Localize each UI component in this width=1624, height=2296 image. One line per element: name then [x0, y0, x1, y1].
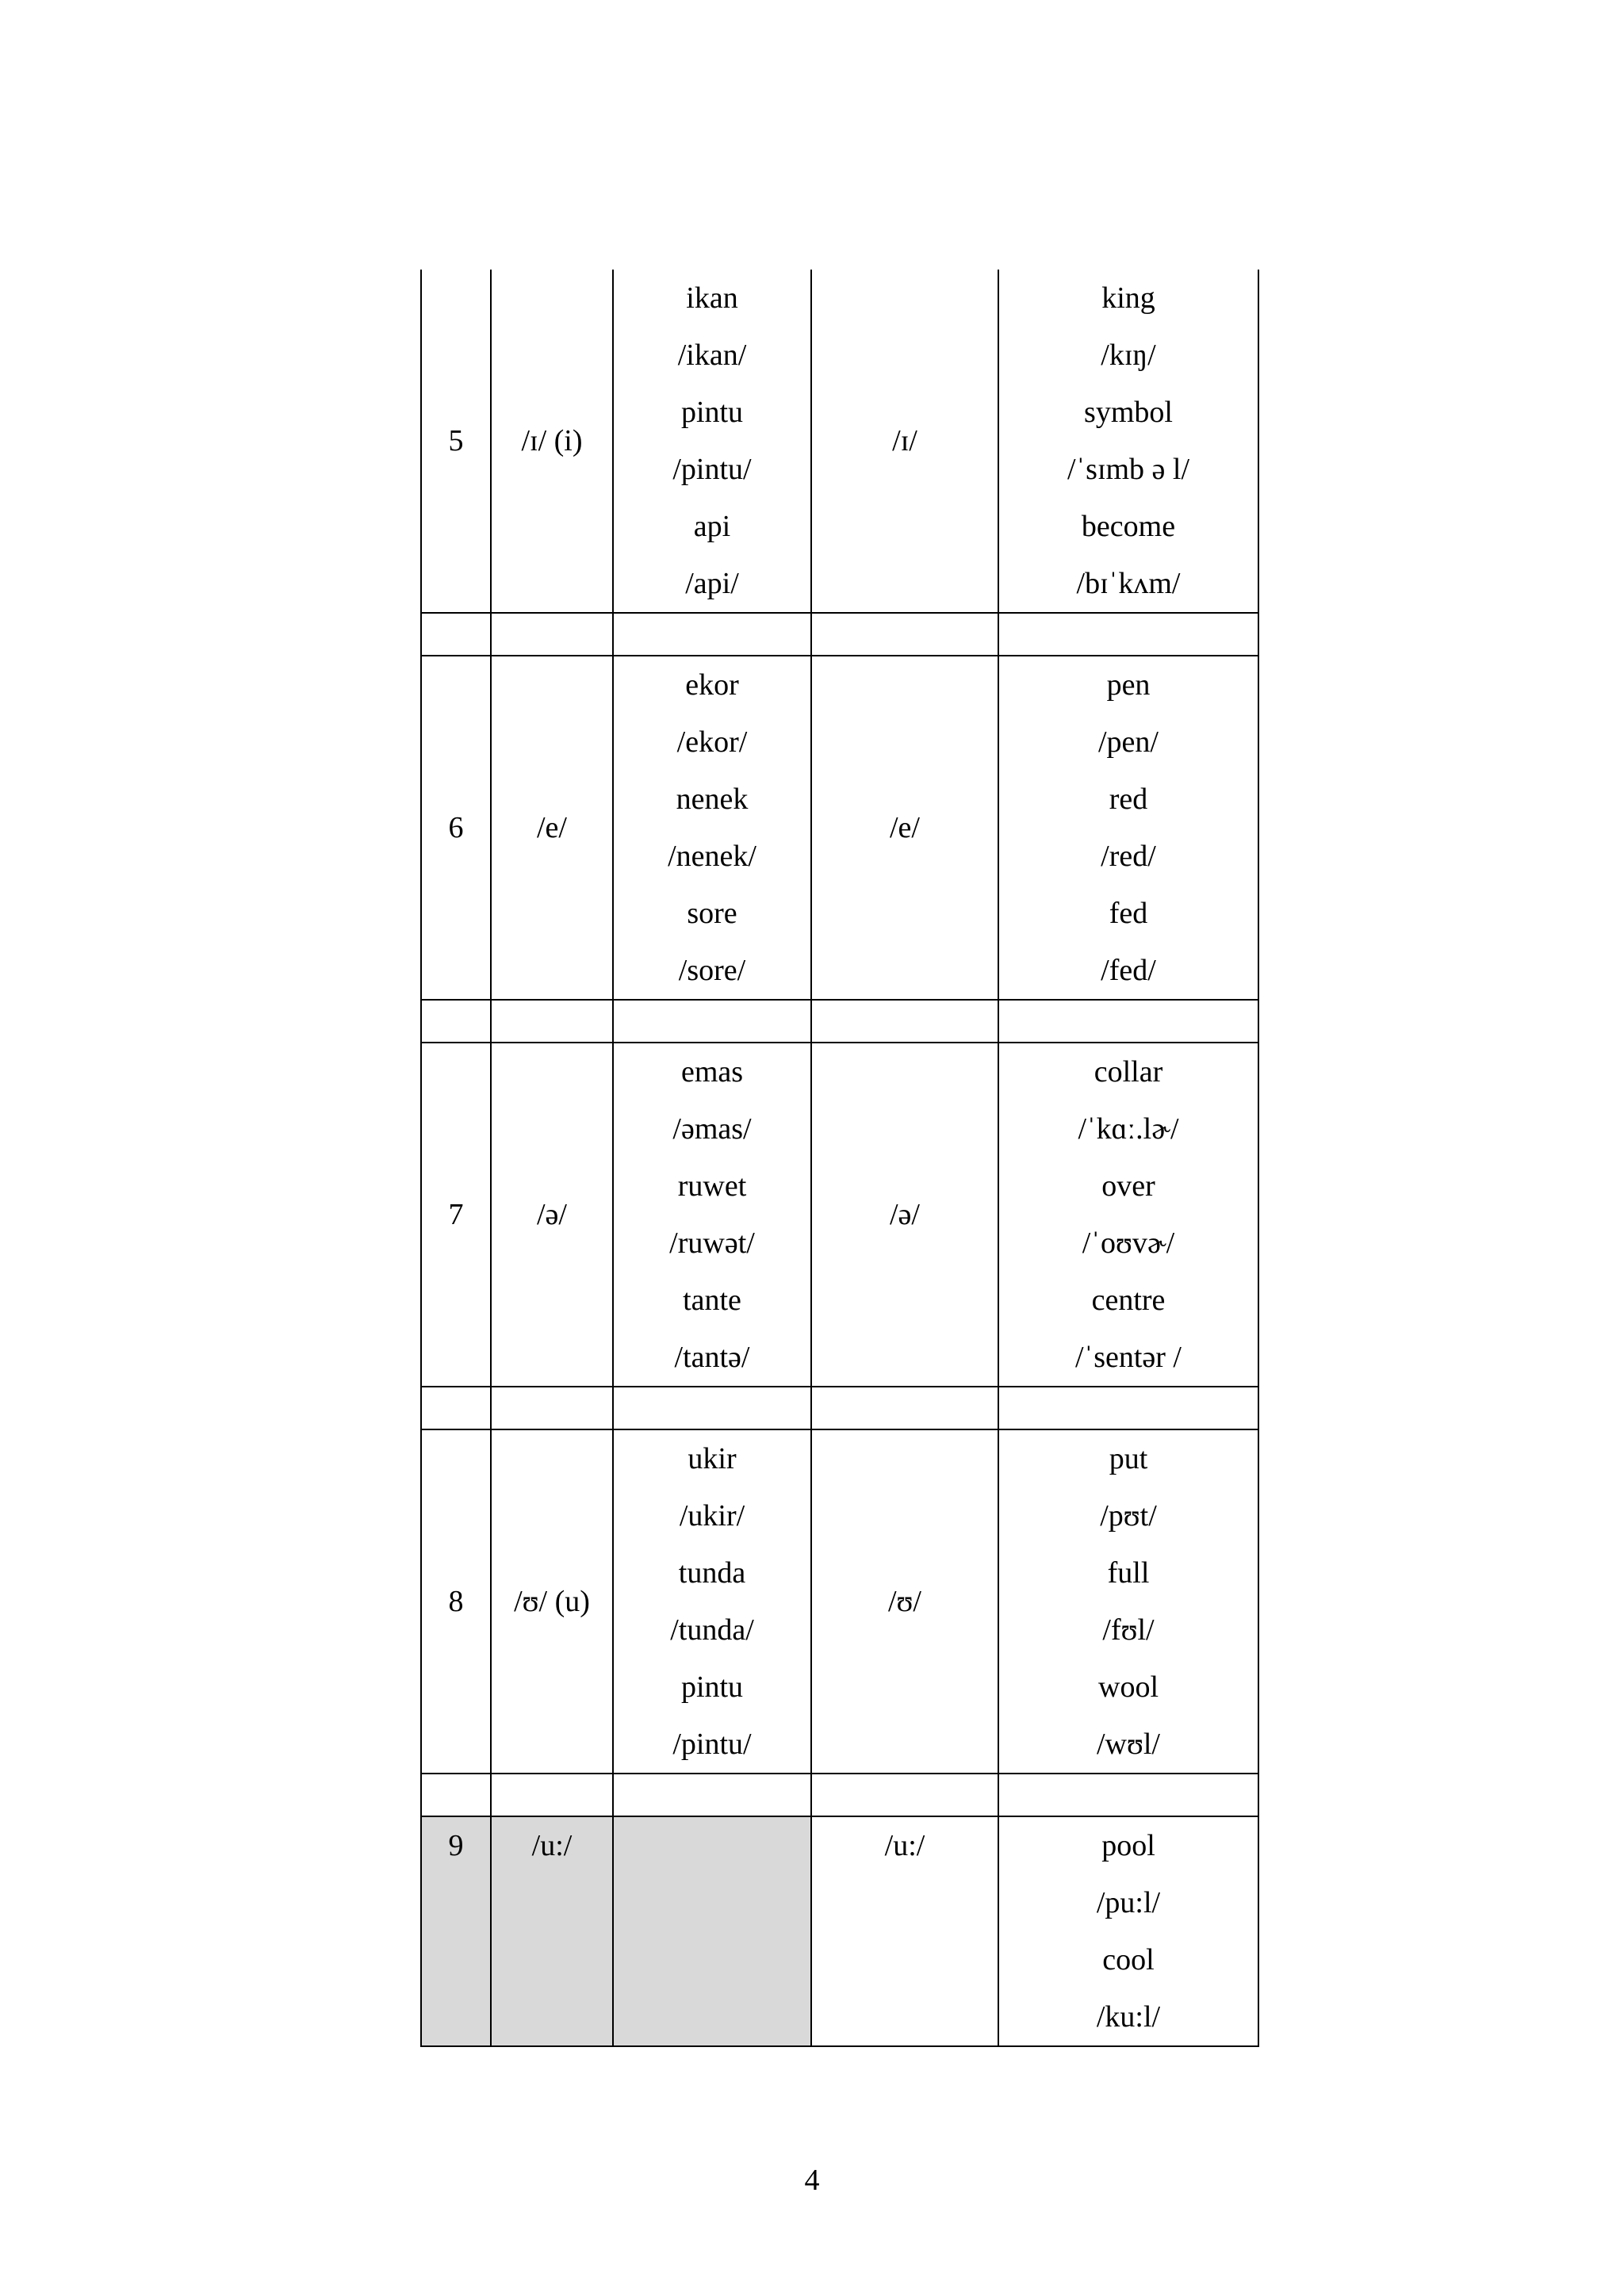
english-example-words [998, 1043, 1258, 1387]
word: king [1101, 281, 1155, 315]
word: symbol [1084, 396, 1173, 429]
indonesian-example-words-empty [613, 1816, 811, 2046]
english-vowel-symbol: /e/ [811, 656, 998, 1000]
indonesian-vowel-symbol: /u:/ [491, 1816, 613, 2046]
spacer-row [421, 613, 1258, 656]
word: nenek [676, 783, 749, 816]
transcription: /tunda/ [670, 1613, 754, 1647]
transcription: /ˈkɑː.lɚ/ [1078, 1112, 1179, 1146]
word: centre [1091, 1284, 1166, 1317]
transcription: /ˈsentər / [1074, 1341, 1182, 1374]
english-example-words [998, 1429, 1258, 1774]
english-example-words [998, 1816, 1258, 2046]
indonesian-example-words [613, 1429, 811, 1774]
transcription: /əmas/ [672, 1112, 752, 1146]
row-number: 7 [421, 1043, 491, 1387]
indonesian-vowel-symbol: /e/ [491, 656, 613, 1000]
english-example-words [998, 270, 1258, 613]
word: ikan [686, 281, 738, 315]
spacer-row [421, 1000, 1258, 1043]
word: ruwet [677, 1169, 747, 1203]
transcription: /tantə/ [674, 1341, 750, 1374]
row-number: 9 [421, 1816, 491, 2046]
word: pintu [680, 1670, 744, 1704]
transcription: /ku:l/ [1096, 2000, 1161, 2034]
word: sore [687, 897, 737, 930]
word: pen [1106, 668, 1151, 702]
table-row [421, 656, 1258, 1000]
word: api [693, 510, 731, 543]
table-row [421, 1429, 1258, 1774]
spacer-row [421, 1774, 1258, 1816]
transcription: /wʊl/ [1097, 1728, 1160, 1761]
transcription: /sore/ [678, 954, 746, 987]
english-vowel-symbol: /u:/ [811, 1816, 998, 2046]
word: pintu [680, 396, 744, 429]
transcription: /pu:l/ [1096, 1886, 1161, 1919]
row-number: 5 [421, 270, 491, 613]
word: full [1107, 1556, 1150, 1590]
transcription: /fed/ [1101, 954, 1156, 987]
indonesian-example-words [613, 1043, 811, 1387]
transcription: /ekor/ [676, 725, 748, 759]
word: fed [1109, 897, 1148, 930]
transcription: /kɪŋ/ [1101, 339, 1156, 372]
indonesian-vowel-symbol: /ɪ/ (i) [491, 270, 613, 613]
transcription: /fʊl/ [1102, 1613, 1155, 1647]
transcription: /pintu/ [672, 1728, 752, 1761]
transcription: /ikan/ [677, 339, 747, 372]
page-number: 4 [804, 2164, 820, 2197]
table-row [421, 1043, 1258, 1387]
indonesian-vowel-symbol: /ʊ/ (u) [491, 1429, 613, 1774]
word: become [1081, 510, 1176, 543]
transcription: /pʊt/ [1100, 1499, 1157, 1533]
english-vowel-symbol: /ə/ [811, 1043, 998, 1387]
vowel-comparison-table [420, 270, 1259, 2047]
word: ekor [685, 668, 739, 702]
indonesian-vowel-symbol: /ə/ [491, 1043, 613, 1387]
word: tante [683, 1284, 741, 1317]
indonesian-example-words [613, 656, 811, 1000]
word: tunda [678, 1556, 746, 1590]
transcription: /pintu/ [672, 453, 752, 486]
word: pool [1101, 1829, 1155, 1862]
english-vowel-symbol: /ʊ/ [811, 1429, 998, 1774]
transcription: /ˈoʊvɚ/ [1082, 1226, 1175, 1260]
transcription: /ukir/ [679, 1499, 745, 1533]
transcription: /ˈsɪmb ə l/ [1067, 453, 1190, 486]
row-number: 6 [421, 656, 491, 1000]
transcription: /bɪˈkʌm/ [1076, 567, 1181, 600]
word: put [1109, 1442, 1148, 1475]
spacer-row [421, 1387, 1258, 1429]
transcription: /ruwət/ [669, 1226, 755, 1260]
row-number: 8 [421, 1429, 491, 1774]
english-example-words [998, 656, 1258, 1000]
transcription: /pen/ [1098, 725, 1159, 759]
transcription: /nenek/ [668, 840, 756, 873]
word: cool [1102, 1943, 1155, 1976]
table-row [421, 1816, 1258, 2046]
table-row [421, 270, 1258, 613]
word: red [1109, 783, 1148, 816]
indonesian-example-words [613, 270, 811, 613]
word: ukir [688, 1442, 737, 1475]
word: collar [1094, 1055, 1163, 1089]
word: emas [680, 1055, 744, 1089]
english-vowel-symbol: /ɪ/ [811, 270, 998, 613]
word: wool [1098, 1670, 1159, 1704]
word: over [1101, 1169, 1155, 1203]
transcription: /red/ [1101, 840, 1156, 873]
transcription: /api/ [685, 567, 739, 600]
